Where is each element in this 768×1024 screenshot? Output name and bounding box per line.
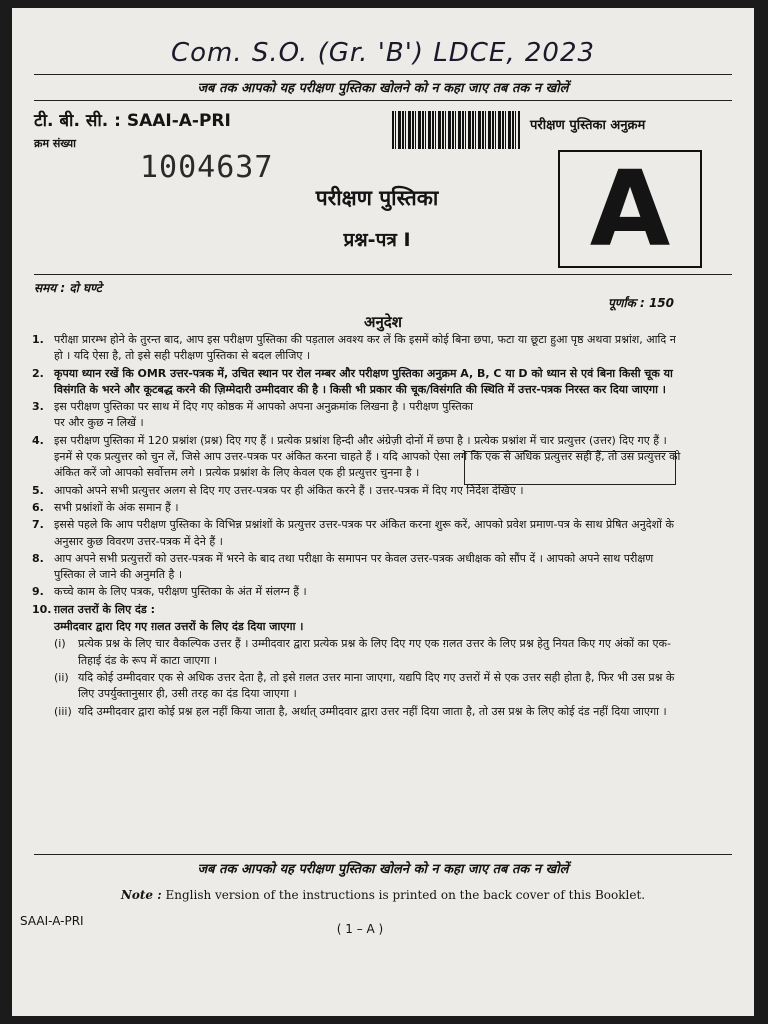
- top-rule-2: [34, 100, 732, 101]
- instruction-item: 1. परीक्षा प्रारम्भ होने के तुरन्त बाद, आप इस परीक्षण पुस्तिका की पड़ताल अवश्य कर लें कि इसमें कोई बिना छपा, फटा या छूटा हुआ पृष्ठ अथवा प्रश्नांश, आदि न हो । यदि ऐसा है, तो इसे सही परीक्षण पुस्तिका से बदल लीजिए ।: [32, 333, 676, 363]
- warning-bottom: जब तक आपको यह परीक्षण पुस्तिका खोलने को न कहा जाए तब तक न खोलें: [197, 862, 569, 877]
- instruction-item: 6. सभी प्रश्नांशों के अंक समान हैं ।: [32, 500, 179, 514]
- time-allowed: समय : दो घण्टे: [34, 281, 102, 295]
- penalty-item: (ii) यदि कोई उम्मीदवार एक से अधिक उत्तर देता है, तो इसे ग़लत उत्तर माना जाएगा, यद्यपि दिए गए उत्तरों में से एक उत्तर सही होता है, फिर भी उस प्रश्न के लिए उपर्युक्तानुसार ही, उसी तरह का दंड दिया जाएगा ।: [54, 670, 675, 701]
- instruction-item: 7. इससे पहले कि आप परीक्षण पुस्तिका के विभिन्न प्रश्नांशों के प्रत्युत्तर उत्तर-पत्रक पर अंकित करना शुरू करें, आपको प्रवेश प्रमाण-पत्र के साथ प्रेषित अनुदेशों के अनुसार कुछ विवरण उत्तर-पत्रक में देने हैं ।: [32, 518, 674, 548]
- top-rule: [34, 74, 732, 75]
- serial-label: क्रम संख्या: [34, 137, 76, 150]
- instructions-heading: अनुदेश: [364, 313, 402, 331]
- mid-rule: [34, 274, 732, 275]
- warning-top: जब तक आपको यह परीक्षण पुस्तिका खोलने को न कहा जाए तब तक न खोलें: [197, 81, 569, 96]
- bottom-rule: [34, 854, 732, 855]
- max-marks: पूर्णांक : 150: [607, 296, 674, 310]
- handwritten-note: Com. S.O. (Gr. 'B') LDCE, 2023: [170, 38, 596, 68]
- question-booklet-cover: [12, 8, 754, 1016]
- tbc-code: टी. बी. सी. : SAAI-A-PRI: [34, 111, 231, 131]
- instruction-item: 4. इस परीक्षण पुस्तिका में 120 प्रश्नांश (प्रश्न) दिए गए हैं । प्रत्येक प्रश्नांश हिन्दी और अंग्रेज़ी दोनों में छपा है । प्रत्येक प्रश्नांश में चार प्रत्युत्तर (उत्तर) दिए गए हैं । इनमें से एक प्रत्युत्तर को चुन लें, जिसे आप उत्तर-पत्रक पर अंकित करना चाहते हैं । यदि आपको ऐसा लगे कि एक से अधिक प्रत्युत्तर सही हैं, तो उस प्रत्युत्तर को अंकित करें जो आपको सर्वोत्तम लगे । प्रत्येक प्रश्नांश के लिए केवल एक ही प्रत्युत्तर चुनना है ।: [32, 433, 681, 480]
- series-label: परीक्षण पुस्तिका अनुक्रम: [530, 118, 646, 133]
- note-text: English version of the instructions is printed on the back cover of this Booklet.: [165, 888, 646, 902]
- instruction-item: 3. इस परीक्षण पुस्तिका पर साथ में दिए गए कोष्ठक में आपको अपना अनुक्रमांक लिखना है । परीक्षण पुस्तिका पर और कुछ न लिखें ।: [32, 400, 474, 430]
- instruction-item: 2. कृपया ध्यान रखें कि OMR उत्तर-पत्रक में, उचित स्थान पर रोल नम्बर और परीक्षण पुस्तिका अनुक्रम A, B, C या D को ध्यान से एवं बिना किसी चूक या विसंगति के भरने और कूटबद्ध करने की ज़िम्मेदारी उम्मीदवार की है । किसी भी प्रकार की चूक/विसंगति की स्थिति में उत्तर-पत्रक निरस्त कर दिया जाएगा ।: [32, 366, 673, 396]
- footer-code: SAAI-A-PRI: [20, 914, 84, 928]
- penalty-intro: उम्मीदवार द्वारा दिए गए ग़लत उत्तरों के लिए दंड दिया जाएगा ।: [54, 620, 304, 634]
- serial-number: 1004637: [140, 150, 274, 185]
- penalty-item: (i) प्रत्येक प्रश्न के लिए चार वैकल्पिक उत्तर हैं । उम्मीदवार द्वारा प्रत्येक प्रश्न के लिए दिए गए एक ग़लत उत्तर के लिए प्रश्न हेतु नियत किए गए अंकों का एक-तिहाई दंड के रूप में काटा जाएगा ।: [54, 637, 671, 667]
- page-number: ( 1 – A ): [336, 922, 384, 936]
- note: [12, 888, 754, 902]
- instructions-list: [32, 332, 682, 721]
- note-label: Note :: [120, 888, 162, 902]
- instruction-item: 5. आपको अपने सभी प्रत्युत्तर अलग से दिए गए उत्तर-पत्रक पर ही अंकित करने हैं । उत्तर-पत्रक में दिए गए निर्देश देखिए ।: [32, 483, 524, 497]
- instruction-item: 8. आप अपने सभी प्रत्युत्तरों को उत्तर-पत्रक में भरने के बाद तथा परीक्षा के समापन पर केवल उत्तर-पत्रक अधीक्षक को सौंप दें । आपको अपने साथ परीक्षण पुस्तिका ले जाने की अनुमति है ।: [32, 551, 654, 582]
- series-box: [558, 150, 702, 268]
- instruction-item: 9. कच्चे काम के लिए पत्रक, परीक्षण पुस्तिका के अंत में संलग्न हैं ।: [32, 585, 307, 599]
- penalty-item: (iii) यदि उम्मीदवार द्वारा कोई प्रश्न हल नहीं किया जाता है, अर्थात् उम्मीदवार द्वारा उत्तर नहीं दिया जाता है, तो उस प्रश्न के लिए कोई दंड नहीं दिया जाएगा ।: [54, 704, 667, 718]
- series-letter: A: [589, 148, 671, 270]
- booklet-title: परीक्षण पुस्तिका: [315, 186, 439, 210]
- barcode: [392, 111, 520, 149]
- instruction-item: 10. ग़लत उत्तरों के लिए दंड :: [32, 602, 156, 616]
- paper-title: प्रश्न-पत्र I: [343, 229, 411, 251]
